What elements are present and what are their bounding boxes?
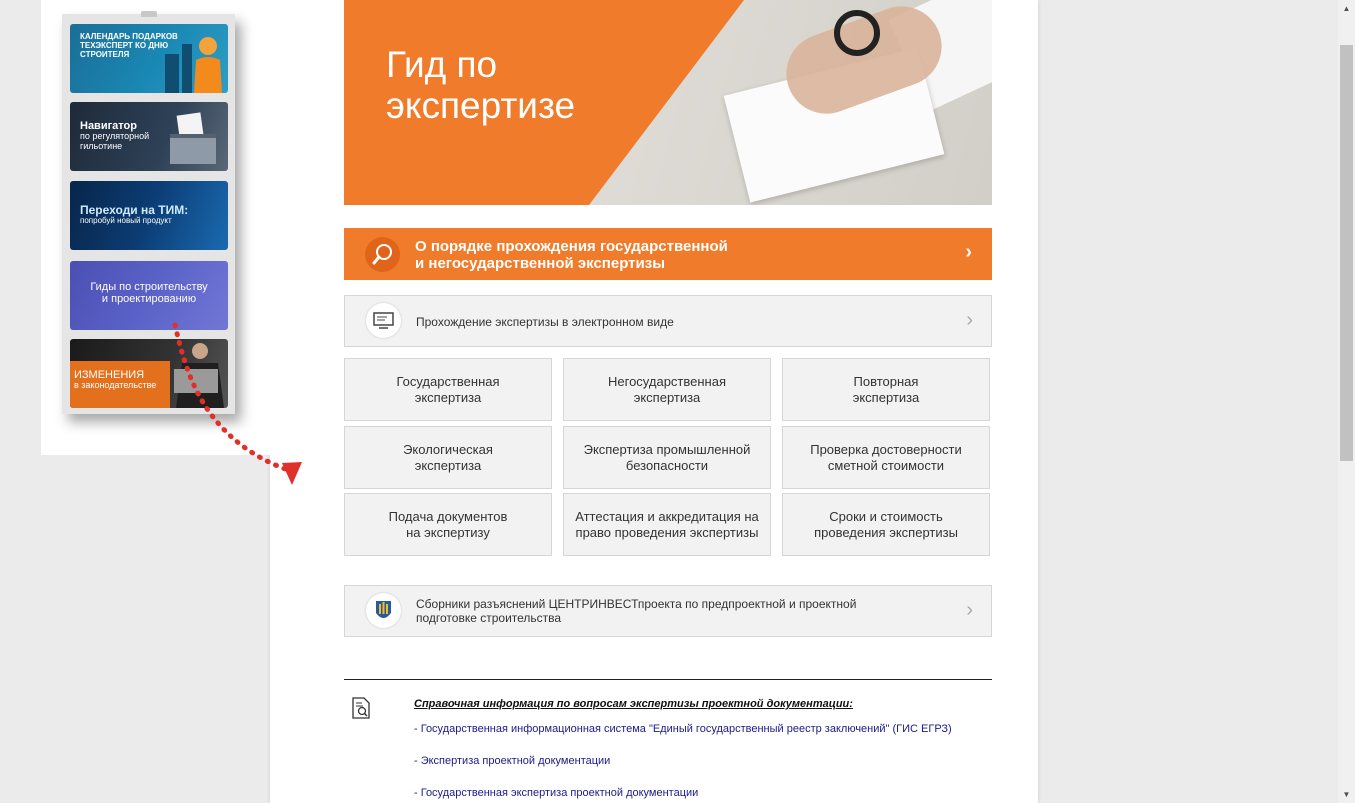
banner-gift-calendar[interactable] [70, 24, 228, 93]
banner-legislation-changes-text: ИЗМЕНЕНИЯ в законодательстве [74, 369, 157, 391]
link-gis-egrz[interactable]: - Государственная информационная система "Единый государственный реестр заключений" (ГИС ЕГРЗ) [414, 723, 952, 735]
document-search-icon [351, 697, 371, 719]
grid-industrial-safety[interactable]: Экспертиза промышленной безопасности [563, 426, 771, 489]
vertical-scrollbar[interactable] [1338, 0, 1355, 803]
scroll-up-arrow-icon[interactable]: ▲ [1342, 4, 1351, 13]
banner-tim[interactable] [70, 181, 228, 250]
hero-magnifier-icon [834, 10, 880, 56]
grid-state-expertise[interactable]: Государственная экспертиза [344, 358, 552, 421]
scroll-thumb[interactable] [1340, 45, 1353, 461]
references-title: Справочная информация по вопросам экспертизы проектной документации: [414, 698, 853, 710]
hero-title: Гид по экспертизе [386, 44, 576, 126]
grid-nonstate-expertise[interactable]: Негосударственная экспертиза [563, 358, 771, 421]
chevron-right-icon: › [966, 309, 973, 331]
electronic-expertise-label: Прохождение экспертизы в электронном виде [416, 315, 674, 329]
grid-estimate-check[interactable]: Проверка достоверности сметной стоимости [782, 426, 990, 489]
magnifier-icon [365, 237, 400, 272]
chevron-right-icon: › [965, 241, 972, 263]
collections-label: Сборники разъяснений ЦЕНТРИНВЕСТпроекта по предпроектной и проектной подготовке строительства [416, 597, 857, 625]
procedure-bar-text: О порядке прохождения государственной и негосударственной экспертизы [415, 238, 728, 272]
chevron-right-icon: › [966, 599, 973, 621]
collections-row[interactable] [344, 585, 992, 637]
banner-gift-calendar-text: КАЛЕНДАРЬ ПОДАРКОВ ТЕХЭКСПЕРТ КО ДНЮ СТРОИТЕЛЯ [80, 32, 178, 59]
stack-tab [141, 11, 157, 17]
grid-ecological-expertise[interactable]: Экологическая экспертиза [344, 426, 552, 489]
grid-document-submission[interactable]: Подача документов на экспертизу [344, 493, 552, 556]
procedure-bar[interactable] [344, 228, 992, 280]
hero-banner[interactable] [344, 0, 992, 205]
emblem-icon [366, 593, 401, 628]
monitor-icon [366, 303, 401, 338]
dotted-arrow-icon [160, 315, 310, 490]
divider [344, 679, 992, 680]
electronic-expertise-row[interactable] [344, 295, 992, 347]
link-state-project-expertise[interactable]: - Государственная экспертиза проектной документации [414, 787, 699, 799]
scroll-down-arrow-icon[interactable]: ▼ [1342, 790, 1351, 799]
link-project-expertise[interactable]: - Экспертиза проектной документации [414, 755, 611, 767]
grid-terms-cost[interactable]: Сроки и стоимость проведения экспертизы [782, 493, 990, 556]
grid-accreditation[interactable]: Аттестация и аккредитация на право проведения экспертизы [563, 493, 771, 556]
banner-regulatory-navigator[interactable] [70, 102, 228, 171]
banner-regulatory-navigator-text: Навигатор по регуляторной гильотине [80, 120, 150, 151]
grid-repeat-expertise[interactable]: Повторная экспертиза [782, 358, 990, 421]
banner-construction-guides-text: Гиды по строительству и проектированию [90, 281, 208, 306]
banner-tim-text: Переходи на ТИМ: попробуй новый продукт [80, 203, 189, 226]
